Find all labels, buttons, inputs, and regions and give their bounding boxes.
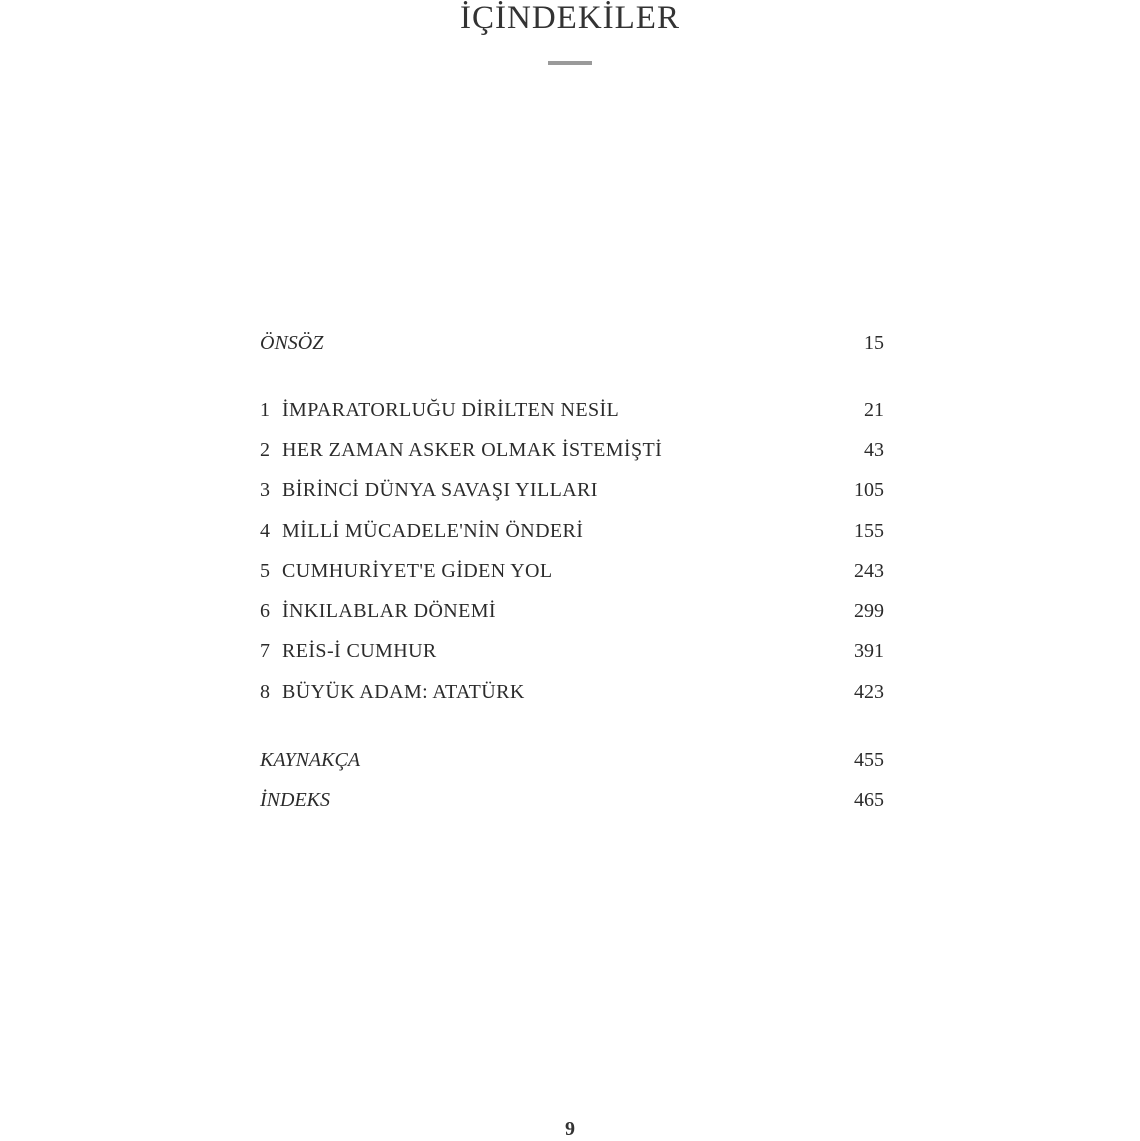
toc-entry-label: CUMHURİYET'E GİDEN YOL [282,560,553,582]
chapter-number: 7 [260,640,270,662]
chapter-number: 6 [260,600,270,622]
toc-entry-label: MİLLİ MÜCADELE'NİN ÖNDERİ [282,520,584,542]
toc-entry-page: 105 [854,479,884,501]
toc-entry-page: 21 [864,399,884,421]
toc-entry-label: KAYNAKÇA [260,749,361,771]
toc-entry-page: 15 [864,332,884,354]
toc-entry-label: BÜYÜK ADAM: ATATÜRK [282,681,525,703]
title-divider [548,61,592,65]
toc-entry-page: 243 [854,560,884,582]
toc-entry-chapter-8 [260,679,884,705]
toc-entry-chapter-5 [260,558,884,584]
chapter-number: 3 [260,479,270,501]
toc-entry-page: 391 [854,640,884,662]
toc-entry-label: İNKILABLAR DÖNEMİ [282,600,496,622]
toc-entry-label: İMPARATORLUĞU DİRİLTEN NESİL [282,399,620,421]
toc-entry-index [260,787,884,813]
toc-entry-page: 465 [854,789,884,811]
page-number: 9 [565,1118,575,1140]
page-title: İÇİNDEKİLER [460,0,680,36]
chapter-number: 4 [260,520,270,542]
toc-entry-page: 43 [864,439,884,461]
toc-entry-page: 299 [854,600,884,622]
chapter-number: 1 [260,399,270,421]
toc-entry-page: 155 [854,520,884,542]
chapter-number: 8 [260,681,270,703]
toc-entry-label: HER ZAMAN ASKER OLMAK İSTEMİŞTİ [282,439,663,461]
toc-entry-chapter-6 [260,598,884,624]
toc-entry-chapter-3 [260,477,884,503]
toc-entry-bibliography [260,747,884,773]
chapter-number: 2 [260,439,270,461]
toc-entry-chapter-1 [260,397,884,423]
toc-entry-label: ÖNSÖZ [260,332,324,354]
toc-entry-label: BİRİNCİ DÜNYA SAVAŞI YILLARI [282,479,598,501]
toc-entry-chapter-2 [260,437,884,463]
toc-entry-label: İNDEKS [260,789,330,811]
toc-entry-chapter-4 [260,518,884,544]
toc-entry-chapter-7 [260,638,884,664]
toc-entry-label: REİS-İ CUMHUR [282,640,437,662]
toc-entry-page: 455 [854,749,884,771]
toc-entry-preface [260,330,884,356]
toc-entry-page: 423 [854,681,884,703]
chapter-number: 5 [260,560,270,582]
